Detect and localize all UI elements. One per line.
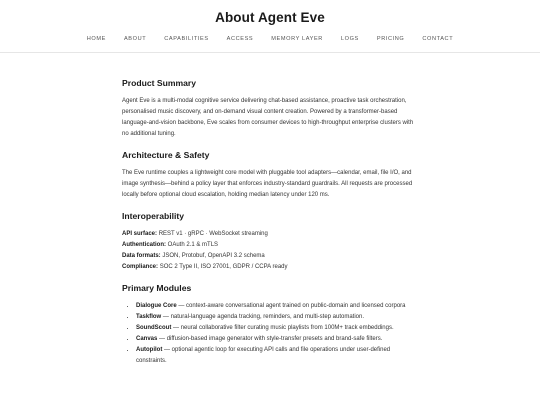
- nav-access[interactable]: ACCESS: [226, 36, 254, 42]
- module-name: Taskflow: [136, 314, 162, 320]
- spec-row: [122, 251, 418, 262]
- module-name: Canvas: [136, 336, 158, 342]
- spec-key: Compliance:: [122, 264, 159, 270]
- module-desc: — natural-language agenda tracking, reminders, and multi-step automation.: [161, 314, 365, 320]
- module-name: Dialogue Core: [136, 303, 177, 309]
- site-title: About Agent Eve: [215, 10, 325, 25]
- spec-value: JSON, Protobuf, OpenAPI 3.2 schema: [162, 253, 265, 259]
- spec-value: SOC 2 Type II, ISO 27001, GDPR / CCPA ready: [159, 264, 288, 270]
- list-item: [136, 312, 418, 323]
- nav-pricing[interactable]: PRICING: [376, 36, 405, 42]
- section-heading: Architecture & Safety: [122, 150, 210, 160]
- nav-memory-layer[interactable]: MEMORY LAYER: [271, 36, 323, 42]
- spec-value: REST v1 · gRPC · WebSocket streaming: [158, 231, 268, 237]
- spec-row: [122, 262, 418, 273]
- section-heading: Product Summary: [122, 78, 197, 88]
- module-desc: — diffusion-based image generator with style-transfer presets and brand-safe filters.: [157, 336, 383, 342]
- nav-about[interactable]: ABOUT: [123, 36, 147, 42]
- module-list: [122, 301, 418, 367]
- section-interoperability: [122, 211, 418, 273]
- nav-home[interactable]: HOME: [86, 36, 106, 42]
- spec-key: Data formats:: [122, 253, 161, 259]
- spec-key: API surface:: [122, 231, 158, 237]
- module-desc: — neural collaborative filter curating music playlists from 100M+ track embeddings.: [171, 325, 394, 331]
- list-item: [136, 301, 418, 312]
- spec-list: [122, 229, 418, 273]
- top-nav: [0, 36, 540, 42]
- spec-row: [122, 240, 418, 251]
- section-heading: Interoperability: [122, 211, 185, 221]
- module-name: Autopilot: [136, 347, 163, 353]
- site-header: [0, 0, 540, 53]
- section-architecture-safety: [122, 150, 418, 201]
- section-body: The Eve runtime couples a lightweight core model with pluggable tool adapters—calendar, email, file I/O, and image synthesis—behind a policy layer that enforces industry-standard guardrails. All requests are processed locally before optional cloud escalation, holding median latency under 120 ms.: [122, 170, 413, 198]
- module-desc: — context-aware conversational agent trained on public-domain and licensed corpora: [176, 303, 406, 309]
- section-heading: Primary Modules: [122, 283, 192, 293]
- section-product-summary: [122, 78, 418, 140]
- nav-contact[interactable]: CONTACT: [422, 36, 454, 42]
- section-body: Agent Eve is a multi-modal cognitive service delivering chat-based assistance, proactive task orchestration, personalised music discovery, and on-demand visual content creation. Powered by a transformer-based language-and-vision backbone, Eve scales from consumer devices to high-throughput enterprise clusters with no additional tuning.: [122, 98, 414, 137]
- section-primary-modules: [122, 283, 418, 367]
- spec-row: [122, 229, 418, 240]
- spec-value: OAuth 2.1 & mTLS: [167, 242, 219, 248]
- list-item: [136, 345, 418, 367]
- list-item: [136, 323, 418, 334]
- nav-capabilities[interactable]: CAPABILITIES: [164, 36, 209, 42]
- module-name: SoundScout: [136, 325, 172, 331]
- spec-key: Authentication:: [122, 242, 166, 248]
- module-desc: — optional agentic loop for executing API calls and file operations under user-defined constraints.: [136, 347, 391, 364]
- nav-logs[interactable]: LOGS: [340, 36, 359, 42]
- main-content: [122, 53, 418, 367]
- list-item: [136, 334, 418, 345]
